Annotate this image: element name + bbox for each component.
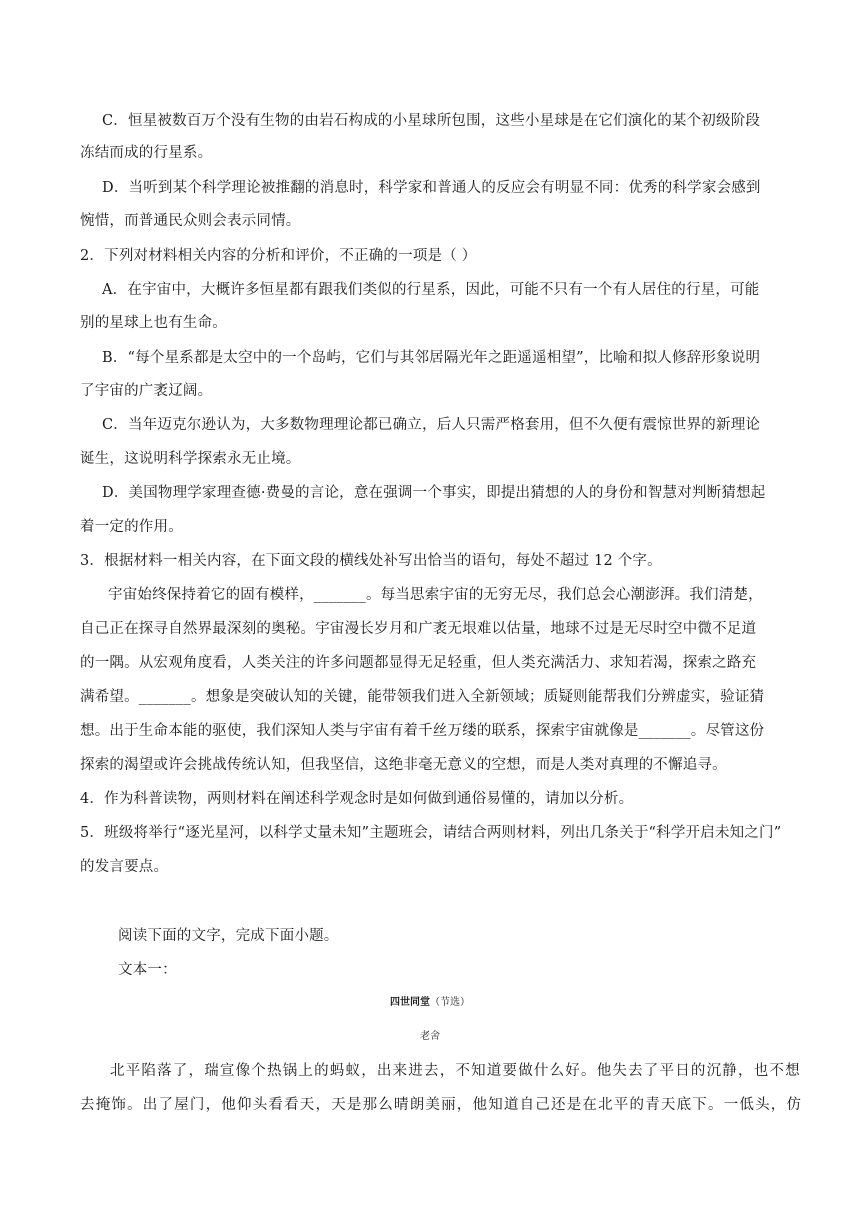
text-label: 文本一： (118, 962, 177, 978)
q2-option-b-line1: B．“每个星系都是太空中的一个岛屿，它们与其邻居隔光年之距遥遥相望”，比喻和拟人修辞形象说明 (102, 350, 761, 366)
passage-author: 老舍 (420, 1031, 440, 1042)
passage-body-line: 北平陷落了，瑞宣像个热锅上的蚂蚁，出来进去，不知道要做什么好。他失去了平日的沉静，也不想 (110, 1063, 801, 1079)
q2-stem: 2．下列对材料相关内容的分析和评价，不正确的一项是（ ） (80, 248, 477, 264)
q3-stem: 3．根据材料一相关内容，在下面文段的横线处补写出恰当的语句，每处不超过 12 个字。 (80, 553, 662, 569)
q1-option-d-line1: D．当听到某个科学理论被推翻的消息时，科学家和普通人的反应会有明显不同：优秀的科学家会感到 (102, 180, 761, 196)
passage-title: 四世同堂 (390, 997, 430, 1008)
q1-option-c-line2: 冻结而成的行星系。 (80, 145, 213, 161)
q5-stem-line1: 5．班级将举行“逐光星河，以科学丈量未知”主题班会，请结合两则材料，列出几条关于“科学开启未知之门” (80, 825, 782, 841)
q3-passage-line: 的一隅。从宏观角度看，人类关注的许多问题都显得无足轻重，但人类充满活力、求知若渴，探索之路充 (80, 655, 757, 671)
q3-passage-line: 满希望。_______。想象是突破认知的关键，能带领我们进入全新领域；质疑则能帮我们分辨虚实，验证猜 (80, 689, 765, 705)
reading-instruction: 阅读下面的文字，完成下面小题。 (118, 928, 339, 944)
q1-option-d-line2: 惋惜，而普通民众则会表示同情。 (80, 213, 301, 229)
passage-title-note: （节选） (430, 997, 470, 1008)
passage-title-line (0, 993, 860, 1013)
q2-option-c-line2: 诞生，这说明科学探索永无止境。 (80, 451, 301, 467)
q3-passage-line: 想。出于生命本能的驱使，我们深知人类与宇宙有着千丝万缕的联系，探索宇宙就像是_______。尽管这份 (80, 723, 765, 739)
q3-passage-line: 宇宙始终保持着它的固有模样，_______。每当思索宇宙的无穷无尽，我们总会心潮澎湃。我们清楚， (108, 587, 763, 603)
q1-option-c-line1: C．恒星被数百万个没有生物的由岩石构成的小星球所包围，这些小星球是在它们演化的某个初级阶段 (102, 113, 761, 129)
q4-stem: 4．作为科普读物，两则材料在阐述科学观念时是如何做到通俗易懂的，请加以分析。 (80, 791, 634, 807)
passage-body-line: 去掩饰。出了屋门，他仰头看看天，天是那么晴朗美丽，他知道自己还是在北平的青天底下。一低头，仿 (80, 1097, 803, 1113)
q2-option-c-line1: C．当年迈克尔逊认为，大多数物理理论都已确立，后人只需严格套用，但不久便有震惊世界的新理论 (102, 417, 761, 433)
q2-option-a-line1: A．在宇宙中，大概许多恒星都有跟我们类似的行星系，因此，可能不只有一个有人居住的行星，可能 (102, 282, 760, 298)
q2-option-d-line1: D．美国物理学家理查德·费曼的言论，意在强调一个事实，即提出猜想的人的身份和智慧对判断猜想起 (102, 485, 766, 501)
q2-option-a-line2: 别的星球上也有生命。 (80, 315, 227, 331)
q2-option-d-line2: 着一定的作用。 (80, 519, 183, 535)
q3-passage-line: 自己正在探寻自然界最深刻的奥秘。宇宙漫长岁月和广袤无垠难以估量，地球不过是无尽时空中微不足道 (80, 621, 757, 637)
q2-option-b-line2: 了宇宙的广袤辽阔。 (80, 383, 213, 399)
q3-passage-line: 探索的渴望或许会挑战传统认知，但我坚信，这绝非毫无意义的空想，而是人类对真理的不懈追寻。 (80, 757, 727, 773)
q5-stem-line2: 的发言要点。 (80, 859, 169, 875)
